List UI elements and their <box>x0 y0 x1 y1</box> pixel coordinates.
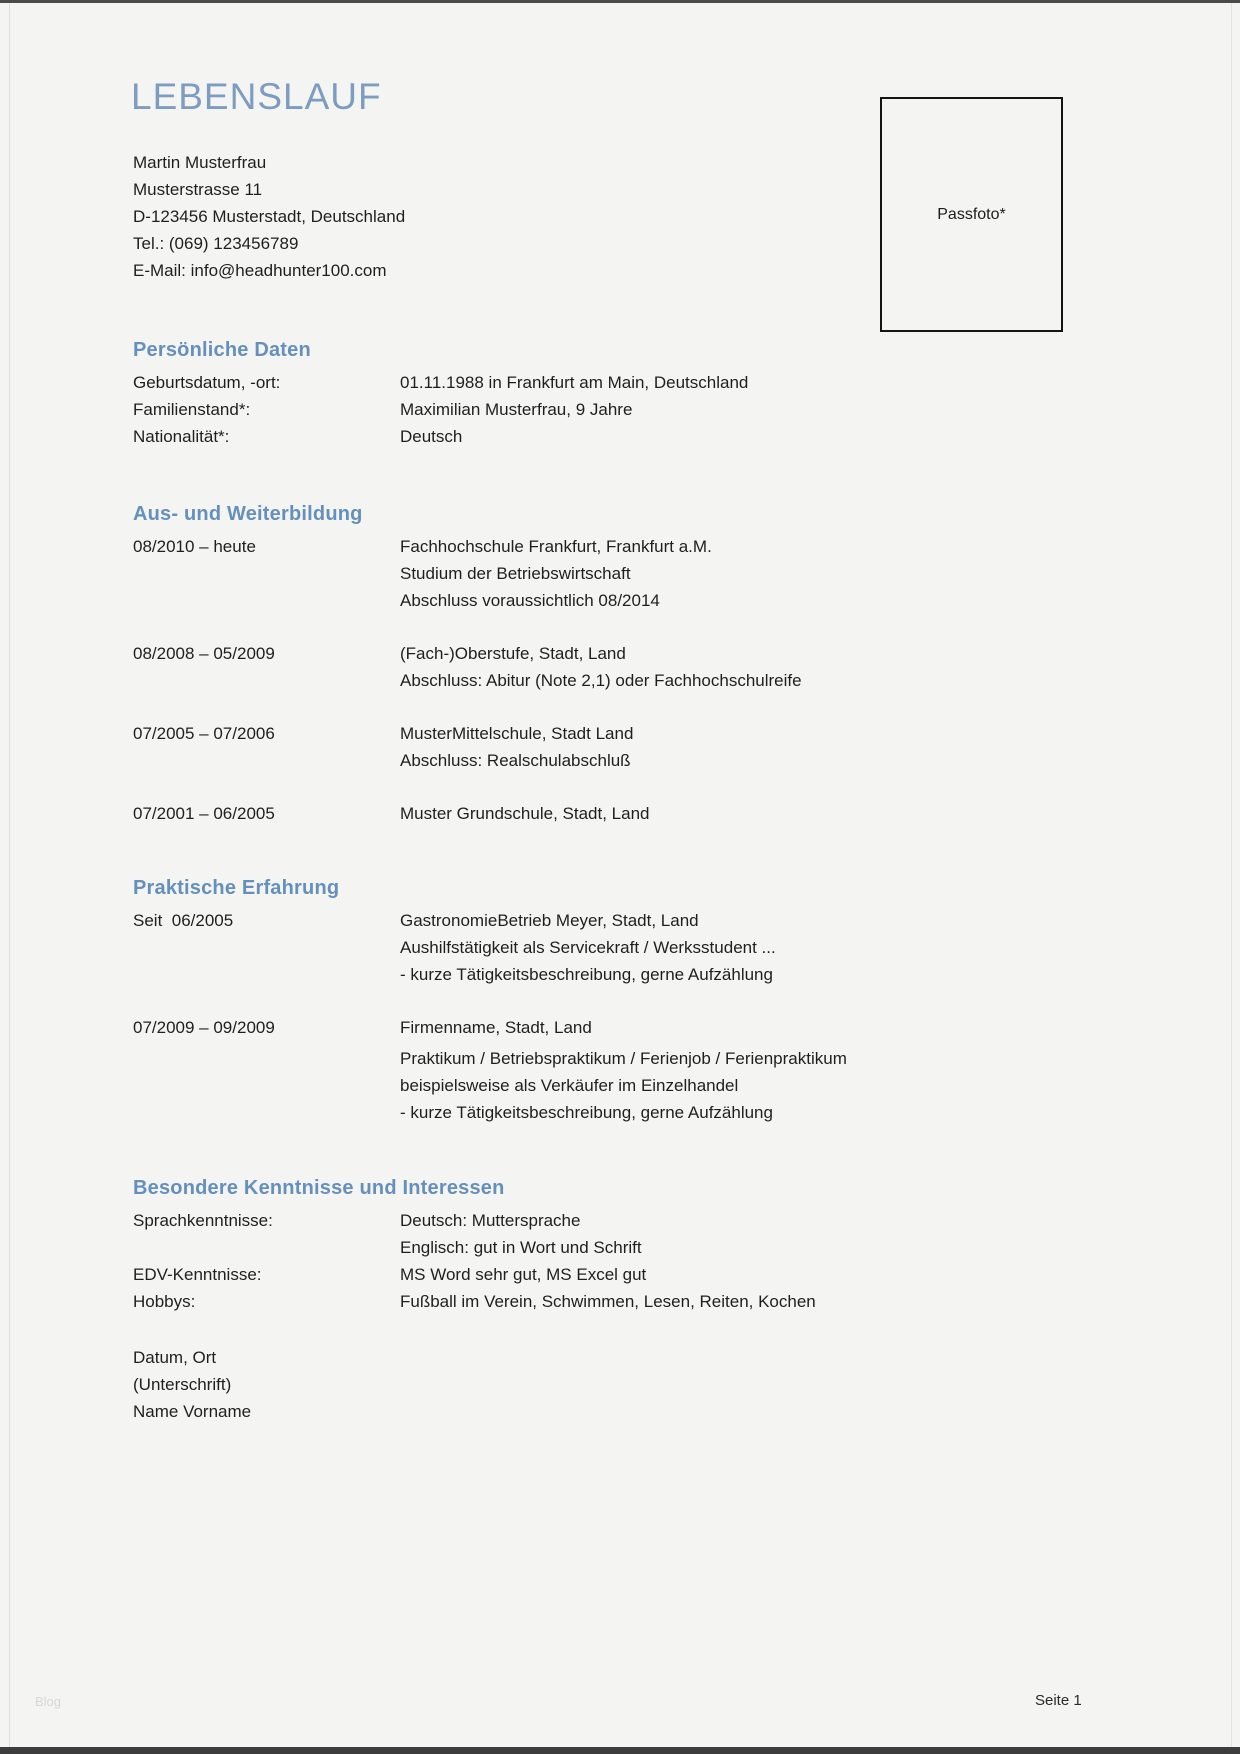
row-value-line: Abschluss: Abitur (Note 2,1) oder Fachhochschulreife <box>400 671 802 690</box>
row-label: 07/2005 – 07/2006 <box>133 724 275 743</box>
section-education <box>133 503 1113 827</box>
row-value <box>400 533 1113 614</box>
row-value-line: Fußball im Verein, Schwimmen, Lesen, Reiten, Kochen <box>400 1292 816 1311</box>
contact-email: E-Mail: info@headhunter100.com <box>133 261 387 280</box>
contact-block <box>133 149 405 284</box>
row-value-line: Studium der Betriebswirtschaft <box>400 564 631 583</box>
page-number: Seite 1 <box>1035 1692 1082 1709</box>
table-row <box>133 1014 1113 1126</box>
row-label: 07/2009 – 09/2009 <box>133 1018 275 1037</box>
table-row <box>133 800 1113 827</box>
row-label: Hobbys: <box>133 1292 196 1311</box>
row-value-line: Maximilian Musterfrau, 9 Jahre <box>400 400 633 419</box>
passport-photo-box <box>880 97 1063 332</box>
signature-line: Datum, Ort <box>133 1348 217 1367</box>
signature-line: Name Vorname <box>133 1402 252 1421</box>
table-row <box>133 640 1113 694</box>
row-value <box>400 369 1113 396</box>
table-row <box>133 1261 1113 1288</box>
section-heading: Praktische Erfahrung <box>133 877 340 899</box>
row-value <box>400 907 1113 988</box>
page-title: LEBENSLAUF <box>131 76 382 117</box>
row-label: Familienstand*: <box>133 400 251 419</box>
row-value-line: MusterMittelschule, Stadt Land <box>400 724 634 743</box>
row-value <box>400 423 1113 450</box>
table-row <box>133 533 1113 614</box>
row-label: EDV-Kenntnisse: <box>133 1265 262 1284</box>
row-value <box>400 1288 1113 1315</box>
signature-line: (Unterschrift) <box>133 1375 232 1394</box>
row-value <box>400 720 1113 774</box>
contact-name: Martin Musterfrau <box>133 153 267 172</box>
contact-city: D-123456 Musterstadt, Deutschland <box>133 207 406 226</box>
section-skills-interests <box>133 1177 1113 1315</box>
row-label: Nationalität*: <box>133 427 230 446</box>
row-value-line: Abschluss voraussichtlich 08/2014 <box>400 591 660 610</box>
section-work-experience <box>133 877 1113 1126</box>
row-value <box>400 800 1113 827</box>
row-value <box>400 640 1113 694</box>
row-value-line: Firmenname, Stadt, Land <box>400 1018 592 1037</box>
page-edge-left <box>9 3 10 1747</box>
row-value-line: beispielsweise als Verkäufer im Einzelhandel <box>400 1076 739 1095</box>
row-value <box>400 1207 1113 1261</box>
section-personal-data <box>133 339 1113 450</box>
contact-phone: Tel.: (069) 123456789 <box>133 234 299 253</box>
row-value-line: Abschluss: Realschulabschluß <box>400 751 631 770</box>
signature-block <box>133 1344 251 1425</box>
table-row <box>133 1288 1113 1315</box>
row-label: Seit 06/2005 <box>133 911 234 930</box>
row-value <box>400 1261 1113 1288</box>
row-value-line: 01.11.1988 in Frankfurt am Main, Deutschland <box>400 373 749 392</box>
row-value-line: Englisch: gut in Wort und Schrift <box>400 1238 642 1257</box>
row-label: 08/2008 – 05/2009 <box>133 644 275 663</box>
section-heading: Persönliche Daten <box>133 339 311 361</box>
watermark: Blog <box>35 1694 62 1709</box>
table-row <box>133 1207 1113 1261</box>
page-edge-top <box>0 0 1240 3</box>
page-edge-bottom <box>0 1747 1240 1754</box>
contact-street: Musterstrasse 11 <box>133 180 263 199</box>
row-value-line: Aushilfstätigkeit als Servicekraft / Werksstudent ... <box>400 938 776 957</box>
row-value-line: - kurze Tätigkeitsbeschreibung, gerne Aufzählung <box>400 965 773 984</box>
table-row <box>133 720 1113 774</box>
row-label: 07/2001 – 06/2005 <box>133 804 275 823</box>
row-value-line: Fachhochschule Frankfurt, Frankfurt a.M. <box>400 537 712 556</box>
row-value <box>400 1014 1113 1126</box>
row-value-line: - kurze Tätigkeitsbeschreibung, gerne Aufzählung <box>400 1103 773 1122</box>
row-value-line: Muster Grundschule, Stadt, Land <box>400 804 650 823</box>
row-value-line: Deutsch <box>400 427 463 446</box>
section-heading: Besondere Kenntnisse und Interessen <box>133 1177 505 1199</box>
page-edge-right <box>1231 3 1232 1747</box>
row-value-line: Deutsch: Muttersprache <box>400 1211 581 1230</box>
section-heading: Aus- und Weiterbildung <box>133 503 363 525</box>
row-value-line: (Fach-)Oberstufe, Stadt, Land <box>400 644 626 663</box>
row-label: Sprachkenntnisse: <box>133 1211 273 1230</box>
table-row <box>133 423 1113 450</box>
row-label: Geburtsdatum, -ort: <box>133 373 281 392</box>
row-value <box>400 396 1113 423</box>
row-value-line: Praktikum / Betriebspraktikum / Ferienjob / Ferienpraktikum <box>400 1049 847 1068</box>
row-value-line: GastronomieBetrieb Meyer, Stadt, Land <box>400 911 699 930</box>
photo-placeholder-label: Passfoto* <box>937 205 1006 223</box>
table-row <box>133 396 1113 423</box>
table-row <box>133 907 1113 988</box>
row-label: 08/2010 – heute <box>133 537 256 556</box>
table-row <box>133 369 1113 396</box>
row-value-line: MS Word sehr gut, MS Excel gut <box>400 1265 647 1284</box>
